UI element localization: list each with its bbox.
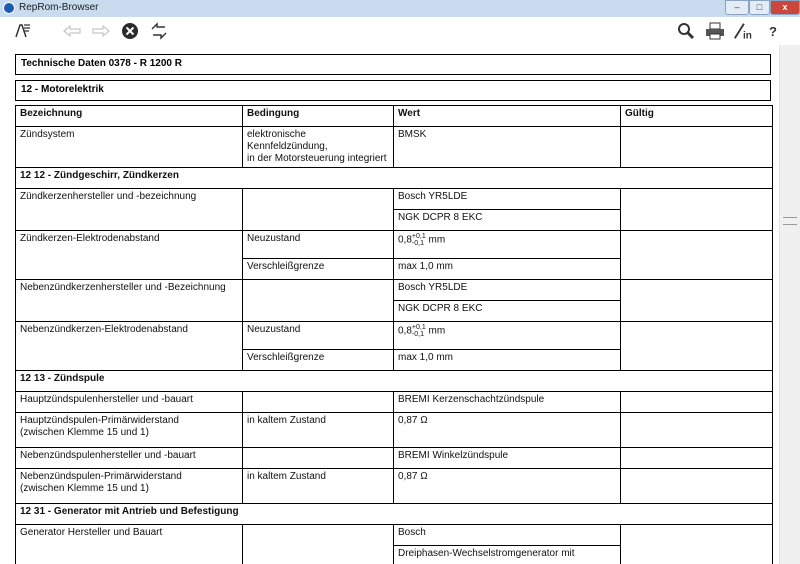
cell-valid <box>621 392 773 413</box>
minimize-button[interactable]: – <box>725 0 749 15</box>
page-title: Technische Daten 0378 - R 1200 R <box>15 54 771 75</box>
maximize-button[interactable]: □ <box>749 0 770 15</box>
table-row <box>16 280 773 301</box>
table-header-row <box>16 106 773 127</box>
cell-valid <box>621 469 773 504</box>
cell-value: Bosch YR5LDE <box>394 189 621 210</box>
value-unit: mm <box>428 234 446 246</box>
section-title: 12 - Motorelektrik <box>15 80 771 101</box>
cell-name: Nebenzündspulenhersteller und -bauart <box>16 448 243 469</box>
tolerance <box>412 324 426 338</box>
cell-condition <box>243 392 394 413</box>
cell-condition: Neuzustand <box>243 322 394 350</box>
cell-value: NGK DCPR 8 EKC <box>394 301 621 322</box>
cell-value: BREMI Winkelzündspule <box>394 448 621 469</box>
table-row <box>16 448 773 469</box>
table-row <box>16 127 773 168</box>
cell-name: Hauptzündspulenhersteller und -bauart <box>16 392 243 413</box>
search-icon[interactable] <box>676 21 696 41</box>
cell-value: Bosch <box>394 525 621 546</box>
subsection-title: 12 31 - Generator mit Antrieb und Befestigung <box>16 504 773 525</box>
cell-name: Zündkerzenhersteller und -bezeichnung <box>16 189 243 231</box>
table-row <box>16 525 773 546</box>
cell-value: max 1,0 mm <box>394 259 621 280</box>
cell-condition <box>243 280 394 322</box>
help-icon[interactable]: ? <box>769 23 777 39</box>
cell-condition <box>243 525 394 564</box>
cell-name <box>16 469 243 504</box>
document-view <box>0 45 779 564</box>
column-header: Wert <box>394 106 621 127</box>
print-icon[interactable] <box>705 21 725 41</box>
cell-valid <box>621 231 773 280</box>
cell-value <box>394 231 621 259</box>
name-line: (zwischen Klemme 15 und 1) <box>20 427 149 438</box>
index-icon[interactable] <box>13 21 33 41</box>
vertical-scrollbar[interactable] <box>779 45 800 564</box>
refresh-icon[interactable] <box>149 21 169 41</box>
column-header: Gültig <box>621 106 773 127</box>
name-line: Hauptzündspulen-Primärwiderstand <box>20 415 179 426</box>
condition-line: elektronische Kennfeldzündung, <box>247 129 328 152</box>
cell-name: Zündkerzen-Elektrodenabstand <box>16 231 243 280</box>
table-row <box>16 322 773 350</box>
data-table <box>15 105 773 564</box>
forward-arrow-icon[interactable] <box>91 21 111 41</box>
tolerance-plus: +0,1 <box>411 233 426 240</box>
app-logo-icon <box>3 2 15 14</box>
cell-valid <box>621 413 773 448</box>
name-line: (zwischen Klemme 15 und 1) <box>20 483 149 494</box>
edit-info-icon[interactable] <box>733 21 753 41</box>
tolerance-minus: -0,1 <box>411 331 424 338</box>
window-title: RepRom-Browser <box>19 2 99 13</box>
table-row <box>16 231 773 259</box>
cell-condition: in kaltem Zustand <box>243 413 394 448</box>
cell-value <box>394 322 621 350</box>
cell-value: Dreiphasen-Wechselstromgenerator mit <box>394 546 621 564</box>
scrollbar-thumb[interactable] <box>783 217 797 225</box>
cell-name: Nebenzündkerzenhersteller und -Bezeichnung <box>16 280 243 322</box>
cell-value: BREMI Kerzenschachtzündspule <box>394 392 621 413</box>
cell-name: Nebenzündkerzen-Elektrodenabstand <box>16 322 243 371</box>
cell-condition: Verschleißgrenze <box>243 259 394 280</box>
table-row <box>16 413 773 448</box>
stop-icon[interactable] <box>120 21 140 41</box>
cell-valid <box>621 127 773 168</box>
table-row <box>16 469 773 504</box>
cell-condition: Neuzustand <box>243 231 394 259</box>
cell-valid <box>621 525 773 564</box>
cell-condition <box>243 127 394 168</box>
cell-condition <box>243 448 394 469</box>
cell-value: BMSK <box>394 127 621 168</box>
value-base: 0,8 <box>398 325 412 337</box>
table-row <box>16 392 773 413</box>
column-header: Bezeichnung <box>16 106 243 127</box>
subsection-title: 12 12 - Zündgeschirr, Zündkerzen <box>16 168 773 189</box>
cell-valid <box>621 189 773 231</box>
value-base: 0,8 <box>398 234 412 246</box>
tolerance-plus: +0,1 <box>411 324 426 331</box>
cell-value: 0,87 Ω <box>394 413 621 448</box>
back-arrow-icon[interactable] <box>62 21 82 41</box>
value-unit: mm <box>428 325 446 337</box>
svg-text:in: in <box>743 30 752 41</box>
cell-valid <box>621 280 773 322</box>
column-header: Bedingung <box>243 106 394 127</box>
cell-value: max 1,0 mm <box>394 350 621 371</box>
section-row <box>16 168 773 189</box>
cell-value: 0,87 Ω <box>394 469 621 504</box>
section-row <box>16 371 773 392</box>
name-line: Nebenzündspulen-Primärwiderstand <box>20 471 182 482</box>
cell-name: Generator Hersteller und Bauart <box>16 525 243 564</box>
tolerance <box>412 233 426 247</box>
cell-condition: Verschleißgrenze <box>243 350 394 371</box>
section-row <box>16 504 773 525</box>
cell-valid <box>621 322 773 371</box>
cell-condition <box>243 189 394 231</box>
condition-line: in der Motorsteuerung integriert <box>247 153 387 164</box>
cell-value: Bosch YR5LDE <box>394 280 621 301</box>
cell-name: Zündsystem <box>16 127 243 168</box>
cell-name <box>16 413 243 448</box>
toolbar <box>0 17 800 45</box>
cell-valid <box>621 448 773 469</box>
close-window-button[interactable]: x <box>770 0 800 15</box>
subsection-title: 12 13 - Zündspule <box>16 371 773 392</box>
title-bar <box>0 0 800 18</box>
cell-condition: in kaltem Zustand <box>243 469 394 504</box>
tolerance-minus: -0,1 <box>411 240 424 247</box>
table-row <box>16 189 773 210</box>
cell-value: NGK DCPR 8 EKC <box>394 210 621 231</box>
